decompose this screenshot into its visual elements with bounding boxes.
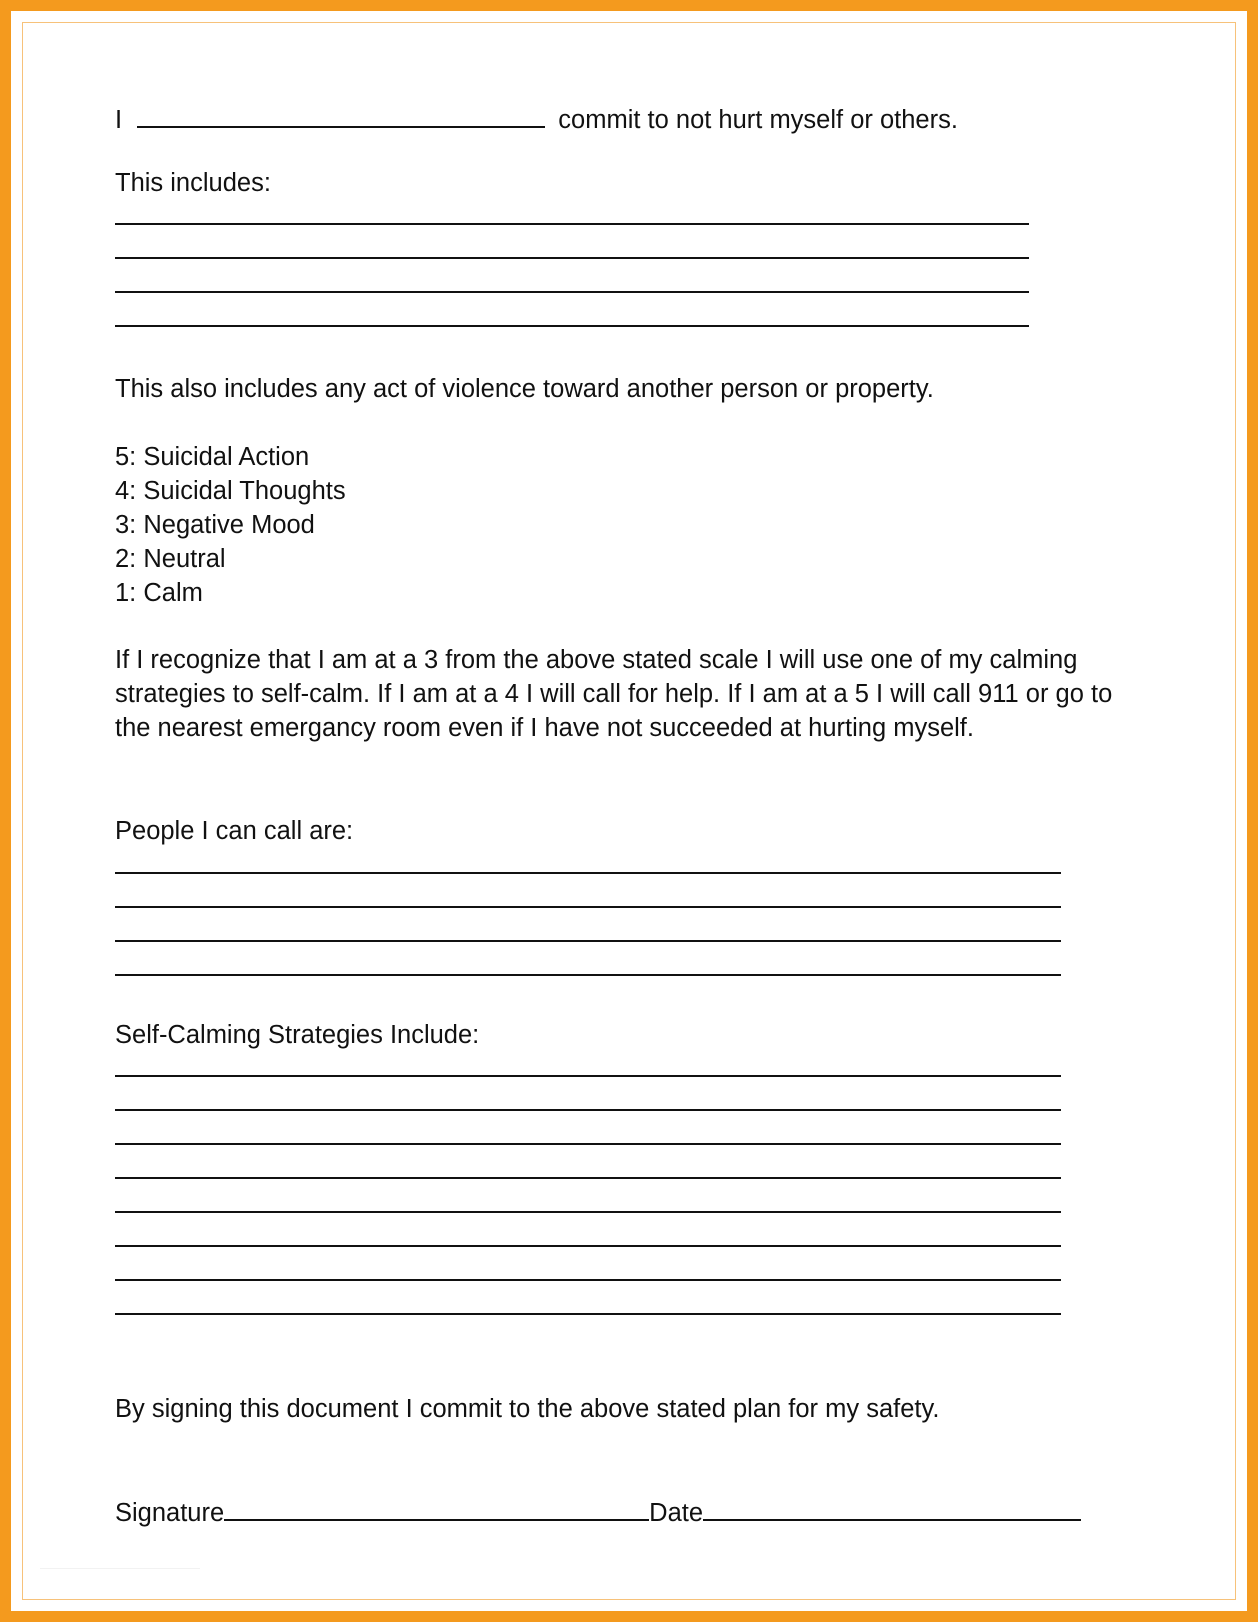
commitment-prefix: I xyxy=(115,106,123,134)
strategies-heading: Self-Calming Strategies Include: xyxy=(115,1021,480,1049)
includes-line-2[interactable] xyxy=(115,257,1029,259)
people-line-1[interactable] xyxy=(115,872,1061,874)
people-heading: People I can call are: xyxy=(115,817,354,845)
violence-statement: This also includes any act of violence toward another person or property. xyxy=(115,375,934,403)
strategies-line-2[interactable] xyxy=(115,1109,1061,1111)
strategies-line-8[interactable] xyxy=(115,1313,1061,1315)
signature-blank[interactable] xyxy=(224,1493,649,1521)
faint-watermark-mark xyxy=(40,1568,200,1579)
commitment-line xyxy=(115,100,958,137)
strategies-line-4[interactable] xyxy=(115,1177,1061,1179)
people-line-2[interactable] xyxy=(115,906,1061,908)
commitment-suffix: commit to not hurt myself or others. xyxy=(558,106,958,134)
date-label: Date xyxy=(649,1499,704,1527)
scale-item-5: 5: Suicidal Action xyxy=(115,443,310,471)
scale-item-1: 1: Calm xyxy=(115,579,203,607)
people-line-4[interactable] xyxy=(115,974,1061,976)
strategies-line-5[interactable] xyxy=(115,1211,1061,1213)
date-blank[interactable] xyxy=(703,1493,1081,1521)
strategies-line-7[interactable] xyxy=(115,1279,1061,1281)
signature-row xyxy=(115,1493,1081,1530)
includes-line-3[interactable] xyxy=(115,291,1029,293)
signature-label: Signature xyxy=(115,1499,225,1527)
scale-item-3: 3: Negative Mood xyxy=(115,511,315,539)
plan-paragraph: If I recognize that I am at a 3 from the above stated scale I will use one of my calming strategies to self-calm. If I am at a 4 I will call for help. If I am at a 5 I will call 911 or go to the nearest emergancy room even if I have not succeeded at hurting myself. xyxy=(115,646,1113,742)
people-line-3[interactable] xyxy=(115,940,1061,942)
scale-item-2: 2: Neutral xyxy=(115,545,226,573)
includes-line-1[interactable] xyxy=(115,223,1029,225)
strategies-line-1[interactable] xyxy=(115,1075,1061,1077)
signing-statement: By signing this document I commit to the above stated plan for my safety. xyxy=(115,1395,940,1423)
includes-heading: This includes: xyxy=(115,169,271,197)
strategies-line-6[interactable] xyxy=(115,1245,1061,1247)
scale-item-4: 4: Suicidal Thoughts xyxy=(115,477,346,505)
includes-line-4[interactable] xyxy=(115,325,1029,327)
name-blank[interactable] xyxy=(137,100,545,128)
strategies-line-3[interactable] xyxy=(115,1143,1061,1145)
